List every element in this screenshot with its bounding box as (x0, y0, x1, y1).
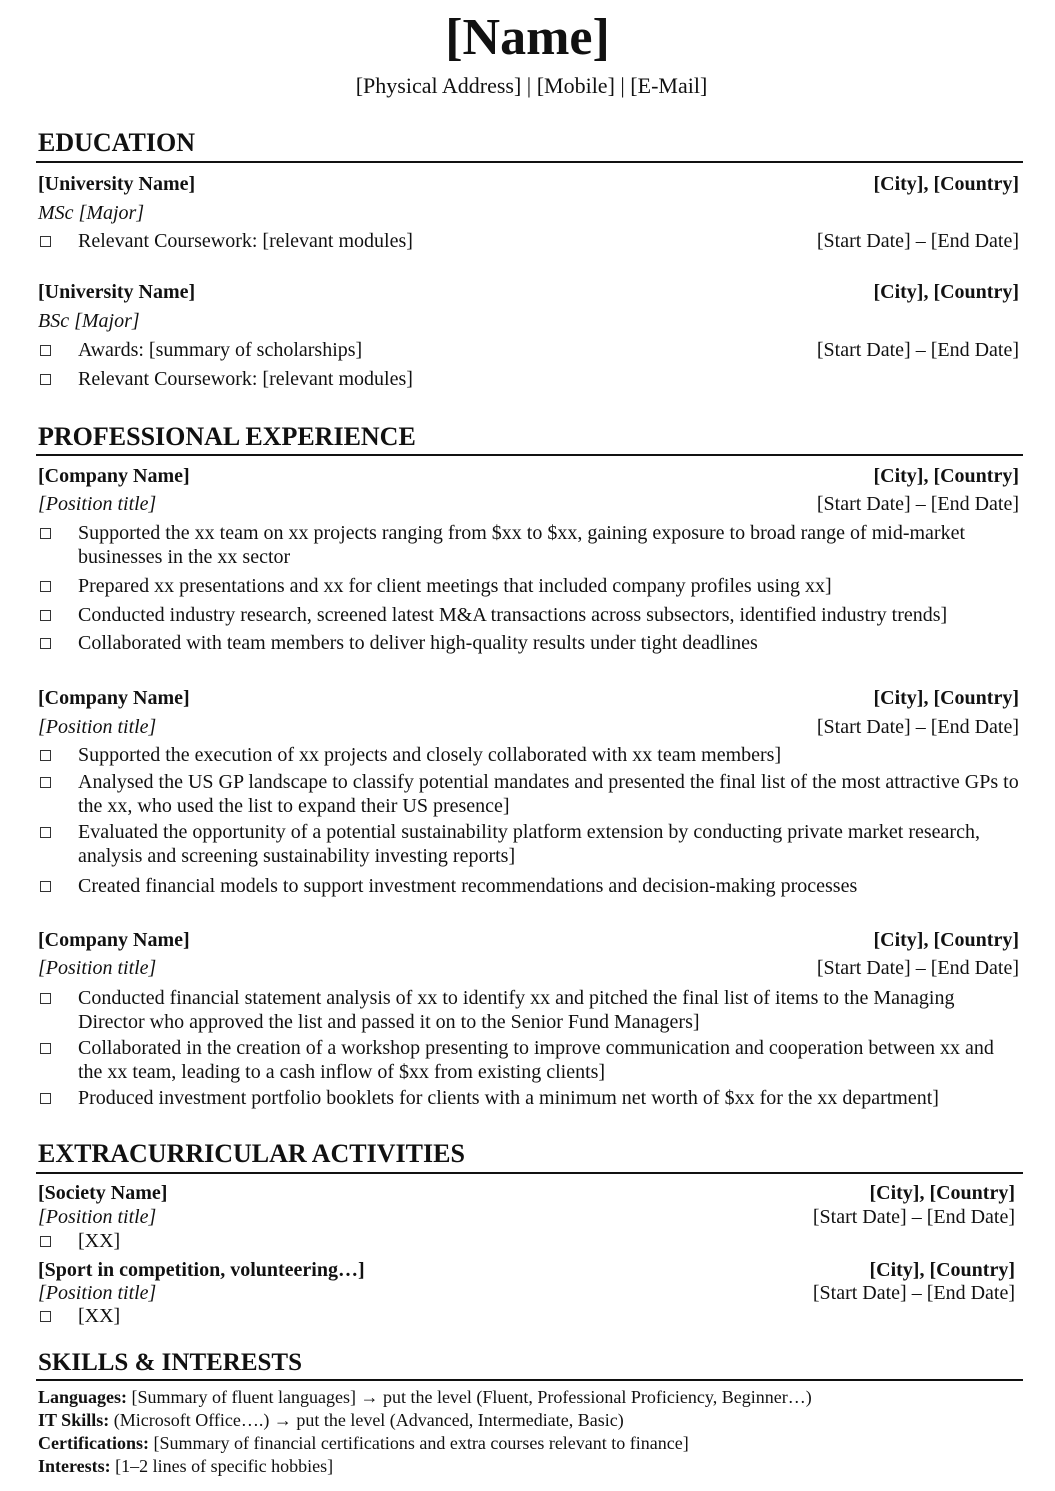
section-divider (36, 454, 1023, 456)
entry-dates: [Start Date] – [End Date] (816, 957, 1019, 979)
bullet-text: Created financial models to support investment recommendations and decision-making processes (78, 875, 858, 897)
bullet-text: Evaluated the opportunity of a potential sustainability platform extension by conducting private market research, analysis and screening sustainability investing reports] (78, 821, 980, 867)
contact-line: [Physical Address] | [Mobile] | [E-Mail] (355, 73, 708, 98)
entry-location: [City], [Country] (869, 1259, 1015, 1281)
checkbox-bullet-icon (40, 1043, 51, 1054)
checkbox-bullet-icon (40, 993, 51, 1004)
checkbox-bullet-icon (40, 345, 51, 356)
entry-location: [City], [Country] (873, 465, 1019, 487)
checkbox-bullet-icon (40, 1093, 51, 1104)
checkbox-bullet-icon (40, 528, 51, 539)
skill-text: [1–2 lines of specific hobbies] (115, 1456, 334, 1476)
bullet-text: [XX] (78, 1305, 121, 1327)
section-divider (36, 1172, 1023, 1174)
entry-location: [City], [Country] (869, 1182, 1015, 1204)
degree: BSc [Major] (38, 310, 140, 332)
section-divider (36, 161, 1023, 163)
bullet-text: Conducted industry research, screened latest M&A transactions across subsectors, identified industry trends] (78, 604, 948, 626)
entry-location: [City], [Country] (873, 173, 1019, 195)
resume-name: [Name] (445, 9, 610, 66)
bullet-text: Supported the execution of xx projects and closely collaborated with xx team members] (78, 744, 782, 766)
company-name: [Company Name] (38, 687, 190, 709)
organization-name: [Society Name] (38, 1182, 168, 1204)
checkbox-bullet-icon (40, 881, 51, 892)
section-title-extracurricular: EXTRACURRICULAR ACTIVITIES (38, 1139, 465, 1168)
skill-label: IT Skills: (38, 1410, 110, 1430)
institution-name: [University Name] (38, 281, 196, 303)
skill-label: Certifications: (38, 1433, 149, 1453)
checkbox-bullet-icon (40, 1236, 51, 1247)
checkbox-bullet-icon (40, 581, 51, 592)
section-title-education: EDUCATION (38, 128, 195, 157)
checkbox-bullet-icon (40, 610, 51, 621)
skill-label: Interests: (38, 1456, 111, 1476)
entry-dates: [Start Date] – [End Date] (812, 1282, 1015, 1304)
bullet-text: Prepared xx presentations and xx for client meetings that included company profiles using xx] (78, 575, 832, 597)
degree: MSc [Major] (38, 202, 145, 224)
skill-row-interests (38, 1455, 333, 1477)
section-divider (36, 1379, 1023, 1381)
checkbox-bullet-icon (40, 638, 51, 649)
checkbox-bullet-icon (40, 827, 51, 838)
entry-location: [City], [Country] (873, 929, 1019, 951)
checkbox-bullet-icon (40, 777, 51, 788)
position-title: [Position title] (38, 1206, 157, 1228)
position-title: [Position title] (38, 957, 157, 979)
section-title-skills: SKILLS & INTERESTS (38, 1349, 303, 1376)
bullet-text: Analysed the US GP landscape to classify potential mandates and presented the final list of the most attractive GPs to the xx, who used the list to expand their US presence] (78, 771, 1019, 817)
checkbox-bullet-icon (40, 1311, 51, 1322)
entry-location: [City], [Country] (873, 281, 1019, 303)
checkbox-bullet-icon (40, 236, 51, 247)
organization-name: [Sport in competition, volunteering…] (38, 1259, 365, 1281)
checkbox-bullet-icon (40, 374, 51, 385)
section-title-experience: PROFESSIONAL EXPERIENCE (38, 422, 416, 451)
institution-name: [University Name] (38, 173, 196, 195)
entry-dates: [Start Date] – [End Date] (816, 339, 1019, 361)
skill-text: [Summary of financial certifications and extra courses relevant to finance] (153, 1433, 689, 1453)
checkbox-bullet-icon (40, 750, 51, 761)
entry-location: [City], [Country] (873, 687, 1019, 709)
company-name: [Company Name] (38, 465, 190, 487)
entry-dates: [Start Date] – [End Date] (816, 716, 1019, 738)
entry-dates: [Start Date] – [End Date] (816, 493, 1019, 515)
skill-row-languages (38, 1386, 812, 1408)
bullet-text: Collaborated with team members to deliver high-quality results under tight deadlines (78, 632, 758, 654)
skill-label: Languages: (38, 1387, 128, 1407)
bullet-text: [XX] (78, 1230, 121, 1252)
position-title: [Position title] (38, 1282, 157, 1304)
position-title: [Position title] (38, 716, 157, 738)
skill-row-it (38, 1409, 624, 1431)
skill-text: [Summary of fluent languages] → put the level (Fluent, Professional Proficiency, Beginner…) (131, 1387, 812, 1407)
bullet-text: Produced investment portfolio booklets for clients with a minimum net worth of $xx for the xx department] (78, 1087, 939, 1109)
bullet-text: Collaborated in the creation of a workshop presenting to improve communication and cooperation between xx and the xx team, leading to a cash inflow of $xx from existing clients] (78, 1037, 994, 1083)
bullet-text: Supported the xx team on xx projects ranging from $xx to $xx, gaining exposure to broad range of mid-market businesses in the xx sector (78, 522, 966, 568)
entry-dates: [Start Date] – [End Date] (812, 1206, 1015, 1228)
skill-text: (Microsoft Office….) → put the level (Advanced, Intermediate, Basic) (113, 1410, 624, 1430)
position-title: [Position title] (38, 493, 157, 515)
company-name: [Company Name] (38, 929, 190, 951)
bullet-text: Conducted financial statement analysis of xx to identify xx and pitched the final list of items to the Managing Director who approved the list and passed it on to the Senior Fund Managers] (78, 987, 955, 1033)
skill-row-certifications (38, 1432, 689, 1454)
bullet-text: Relevant Coursework: [relevant modules] (78, 368, 413, 390)
bullet-text: Relevant Coursework: [relevant modules] (78, 230, 413, 252)
entry-dates: [Start Date] – [End Date] (816, 230, 1019, 252)
bullet-text: Awards: [summary of scholarships] (78, 339, 363, 361)
